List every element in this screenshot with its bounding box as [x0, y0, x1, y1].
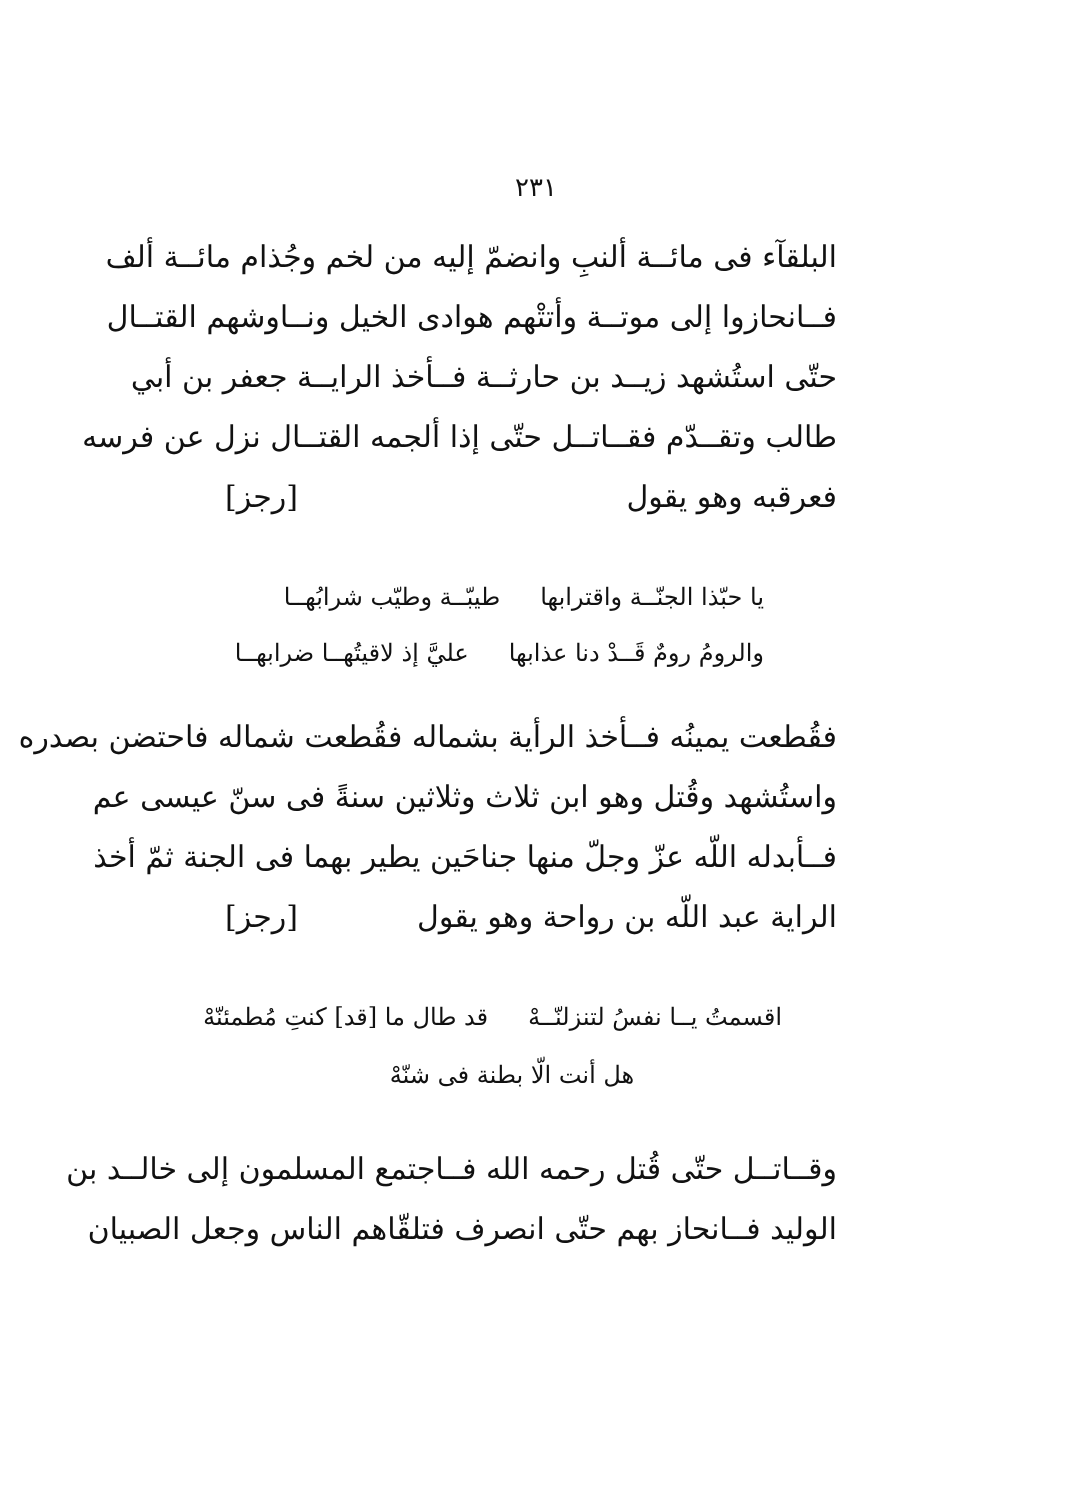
verse-line	[203, 992, 782, 1042]
text-line: الوليد فــانحاز بهم حتّى انصرف فتلقّاهم الناس وجعل الصبيان	[87, 1212, 837, 1247]
hemistich-single: هل أنت الّا بطنة فى شنّهْ	[389, 1061, 635, 1089]
text-line: الراية عبد اللّه بن رواحة وهو يقول	[417, 900, 837, 935]
text-line: فعرقبه وهو يقول	[626, 480, 837, 515]
text-line: طالب وتقــدّم فقــاتــل حتّى إذا ألجمه القتــال نزل عن فرسه	[82, 420, 837, 455]
hemistich-second: طيبّــة وطيّب شرابُهــا	[283, 583, 501, 611]
verse-line-single	[0, 1050, 1024, 1100]
meter-label: [رجز]	[225, 900, 298, 935]
paragraph-2	[18, 708, 837, 948]
hemistich-second: قد طال ما [قد] كنتِ مُطمئنّهْ	[203, 1003, 489, 1031]
page-number: ٢٣١	[515, 173, 557, 203]
paragraph-3	[66, 1140, 837, 1260]
text-line: فــانحازوا إلى موتــة وأتتْهم هوادى الخيل ونــاوشهم القتــال	[106, 300, 837, 335]
meter-label: [رجز]	[225, 480, 298, 515]
hemistich-first: يا حبّذا الجنّــة واقترابها	[540, 583, 764, 611]
hemistich-second: عليَّ إذ لاقيتُهــا ضرابهــا	[234, 639, 469, 667]
text-line: واستُشهد وقُتل وهو ابن ثلاث وثلاثين سنةً فى سنّ عيسى عم	[92, 780, 837, 815]
text-line: البلقآء فى مائــة ألنبِ وانضمّ إليه من لخم وجُذام مائــة ألف	[105, 240, 837, 275]
hemistich-first: اقسمتُ يــا نفسُ لتنزلنّــهْ	[528, 1003, 782, 1031]
paragraph-1	[82, 228, 837, 528]
text-line: فقُطعت يمينُه فــأخذ الرأية بشماله فقُطعت شماله فاحتضن بصدره	[18, 720, 837, 755]
hemistich-first: والرومُ رومٌ قَــدْ دنا عذابها	[508, 639, 764, 667]
verse-line	[235, 628, 764, 678]
text-line-last	[225, 468, 837, 528]
text-line: فــأبدله اللّه عزّ وجلّ منها جناحَين يطير بهما فى الجنة ثمّ أخذ	[93, 840, 837, 875]
verse-line	[284, 572, 764, 622]
text-line: وقــاتــل حتّى قُتل رحمه الله فــاجتمع المسلمون إلى خالــد بن	[66, 1152, 837, 1187]
text-line: حتّى استُشهد زيــد بن حارثــة فــأخذ الرايــة جعفر بن أبي	[130, 360, 837, 395]
text-line-last	[225, 888, 837, 948]
